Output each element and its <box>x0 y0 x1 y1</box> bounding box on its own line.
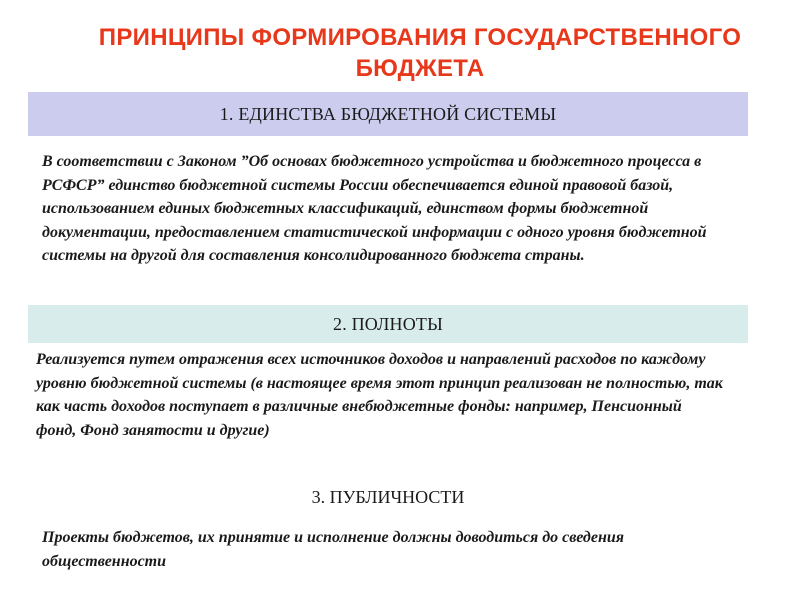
section-3-text: Проекты бюджетов, их принятие и исполнение должны доводиться до сведения общественности <box>42 529 624 570</box>
section-1-heading: 1. ЕДИНСТВА БЮДЖЕТНОЙ СИСТЕМЫ <box>219 103 557 124</box>
section-2-heading: 2. ПОЛНОТЫ <box>333 313 443 334</box>
page-title: ПРИНЦИПЫ ФОРМИРОВАНИЯ ГОСУДАРСТВЕННОГО БЮДЖЕТА <box>98 24 742 82</box>
section-2-heading-band <box>28 305 748 343</box>
section-3-heading: 3. ПУБЛИЧНОСТИ <box>311 487 465 507</box>
section-1-text: В соответствии с Законом ”Об основах бюджетного устройства и бюджетного процесса в РСФСР” единство бюджетной системы России обеспечивается единой правовой базой, использованием единых бюджетных классификаций, единством формы бюджетной документации, предоставлением статистической информации с одного уровня бюджетной системы на другой для составления консолидированного бюджета страны. <box>42 153 707 264</box>
section-2-text: Реализуется путем отражения всех источников доходов и направлений расходов по каждому уровню бюджетной системы (в настоящее время этот принцип реализован не полностью, так как часть доходов поступает в различные внебюджетные фонды: например, Пенсионный фонд, Фонд занятости и другие) <box>36 351 723 439</box>
section-1-heading-band <box>28 92 748 136</box>
